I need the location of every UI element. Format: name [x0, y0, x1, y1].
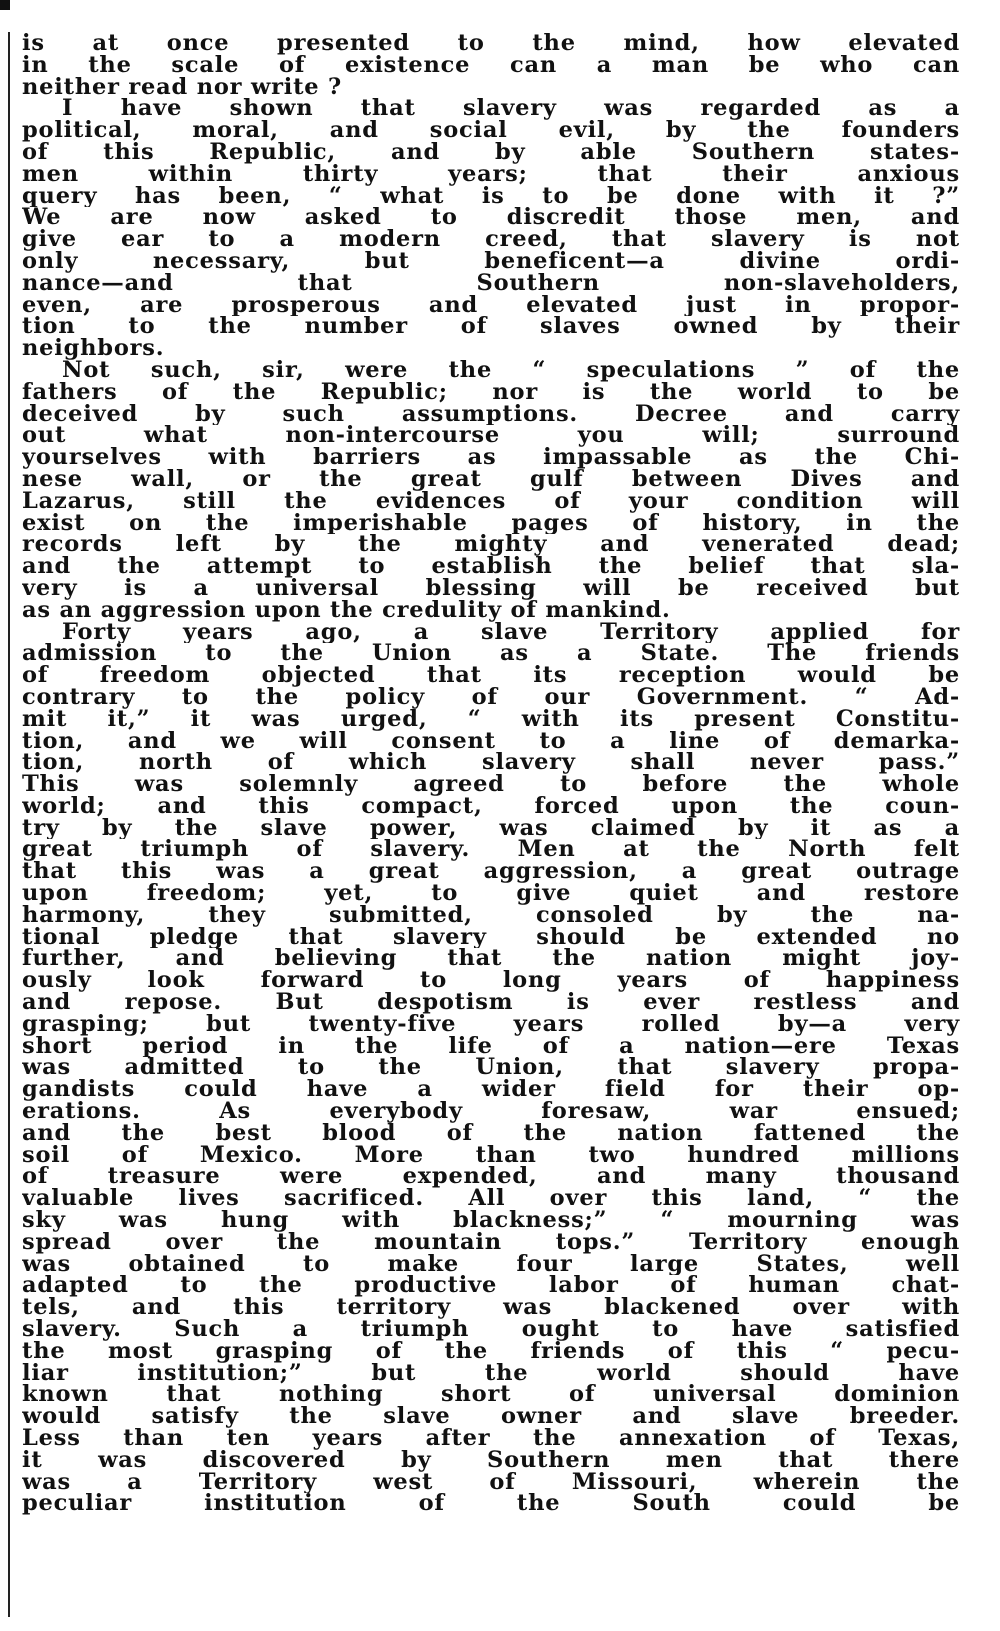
column-rule [8, 32, 10, 1617]
text-line: spread over the mountain tops.” Territory enough [22, 1231, 960, 1254]
text-line: tion, north of which slavery shall never pass.” [22, 752, 960, 775]
text-line: exist on the imperishable pages of history, in the [22, 512, 960, 535]
text-line: tion to the number of slaves owned by their [22, 316, 960, 339]
text-line: liar institution;” but the world should have [22, 1362, 960, 1385]
text-line: peculiar institution of the South could be [22, 1493, 960, 1516]
text-line: Lazarus, still the evidences of your condition will [22, 490, 960, 513]
text-line: records left by the mighty and venerated dead; [22, 534, 960, 557]
text-line: deceived by such assumptions. Decree and carry [22, 403, 960, 426]
text-line: known that nothing short of universal dominion [22, 1384, 960, 1407]
text-line: as an aggression upon the credulity of mankind. [22, 599, 671, 622]
text-line: We are now asked to discredit those men, and [22, 207, 960, 230]
text-line: of this Republic, and by able Southern states- [22, 141, 960, 164]
page-corner-mark [0, 0, 10, 10]
text-line: yourselves with barriers as impassable as the Chi- [22, 447, 960, 469]
text-line: contrary to the policy of our Government. “ Ad- [22, 686, 960, 709]
text-line: This was solemnly agreed to before the whole [22, 774, 960, 796]
text-line: even, are prosperous and elevated just in propor- [22, 294, 960, 317]
text-line: only necessary, but beneficent—a divine ordi- [22, 250, 960, 273]
text-line: slavery. Such a triumph ought to have satisfied [22, 1319, 960, 1341]
text-line: and the attempt to establish the belief that sla- [22, 556, 960, 578]
text-line: try by the slave power, was claimed by it as a [22, 817, 960, 840]
text-line: the most grasping of the friends of this “ pecu- [22, 1340, 960, 1363]
text-line: very is a universal blessing will be received but [22, 577, 960, 600]
text-line: tional pledge that slavery should be extended no [22, 926, 960, 949]
text-line: mit it,” it was urged, “ with its present Constitu- [22, 708, 960, 731]
text-line: tion, and we will consent to a line of demarka- [22, 730, 960, 753]
document-column [22, 33, 960, 1515]
text-line: men within thirty years; that their anxious [22, 163, 960, 186]
text-line: was obtained to make four large States, well [22, 1253, 960, 1276]
text-line: was a Territory west of Missouri, wherein the [22, 1471, 960, 1494]
text-line: world; and this compact, forced upon the coun- [22, 795, 960, 818]
text-line: was admitted to the Union, that slavery propa- [22, 1057, 960, 1080]
text-line: short period in the life of a nation—ere Texas [22, 1035, 960, 1058]
text-line: it was discovered by Southern men that there [22, 1449, 960, 1472]
text-line: fathers of the Republic; nor is the world to be [22, 381, 960, 404]
text-line: gandists could have a wider field for their op- [22, 1079, 960, 1102]
text-line: Not such, sir, were the “ speculations ” of the [62, 359, 960, 382]
text-line: great triumph of slavery. Men at the North felt [22, 839, 960, 862]
text-line: and repose. But despotism is ever restless and [22, 992, 960, 1014]
text-line: neighbors. [22, 338, 165, 360]
text-line: query has been, “ what is to be done with it ?” [22, 185, 960, 208]
text-line: is at once presented to the mind, how elevated [22, 33, 960, 55]
text-line: harmony, they submitted, consoled by the na- [22, 904, 960, 927]
text-line: neither read nor write ? [22, 76, 343, 99]
text-line: erations. As everybody foresaw, war ensued; [22, 1101, 960, 1123]
text-line: that this was a great aggression, a great outrage [22, 861, 960, 884]
text-line: valuable lives sacrificed. All over this land, “ the [22, 1188, 960, 1211]
text-line: out what non-intercourse you will; surround [22, 425, 960, 448]
text-line: and the best blood of the nation fattened the [22, 1122, 960, 1145]
text-line: in the scale of existence can a man be who can [22, 54, 960, 77]
text-line: give ear to a modern creed, that slavery is not [22, 229, 960, 251]
text-line: adapted to the productive labor of human chat- [22, 1275, 960, 1298]
text-line: I have shown that slavery was regarded as a [62, 98, 960, 121]
text-line: grasping; but twenty-five years rolled by—a very [22, 1013, 960, 1036]
text-line: soil of Mexico. More than two hundred millions [22, 1144, 960, 1167]
text-line: upon freedom; yet, to give quiet and restore [22, 883, 960, 905]
text-line: admission to the Union as a State. The friends [22, 643, 960, 666]
text-line: nese wall, or the great gulf between Dives and [22, 468, 960, 491]
text-line: would satisfy the slave owner and slave breeder. [22, 1406, 960, 1428]
text-line: of treasure were expended, and many thousand [22, 1166, 960, 1189]
text-line: political, moral, and social evil, by the founders [22, 120, 960, 142]
text-line: sky was hung with blackness;” “ mourning was [22, 1210, 960, 1232]
text-line: further, and believing that the nation might joy- [22, 948, 960, 971]
text-line: ously look forward to long years of happiness [22, 970, 960, 993]
text-line: tels, and this territory was blackened over with [22, 1297, 960, 1320]
text-line: nance—and that Southern non-slaveholders, [22, 272, 960, 295]
text-line: of freedom objected that its reception would be [22, 665, 960, 687]
text-line: Forty years ago, a slave Territory applied for [62, 621, 960, 644]
text-line: Less than ten years after the annexation of Texas, [22, 1428, 960, 1450]
